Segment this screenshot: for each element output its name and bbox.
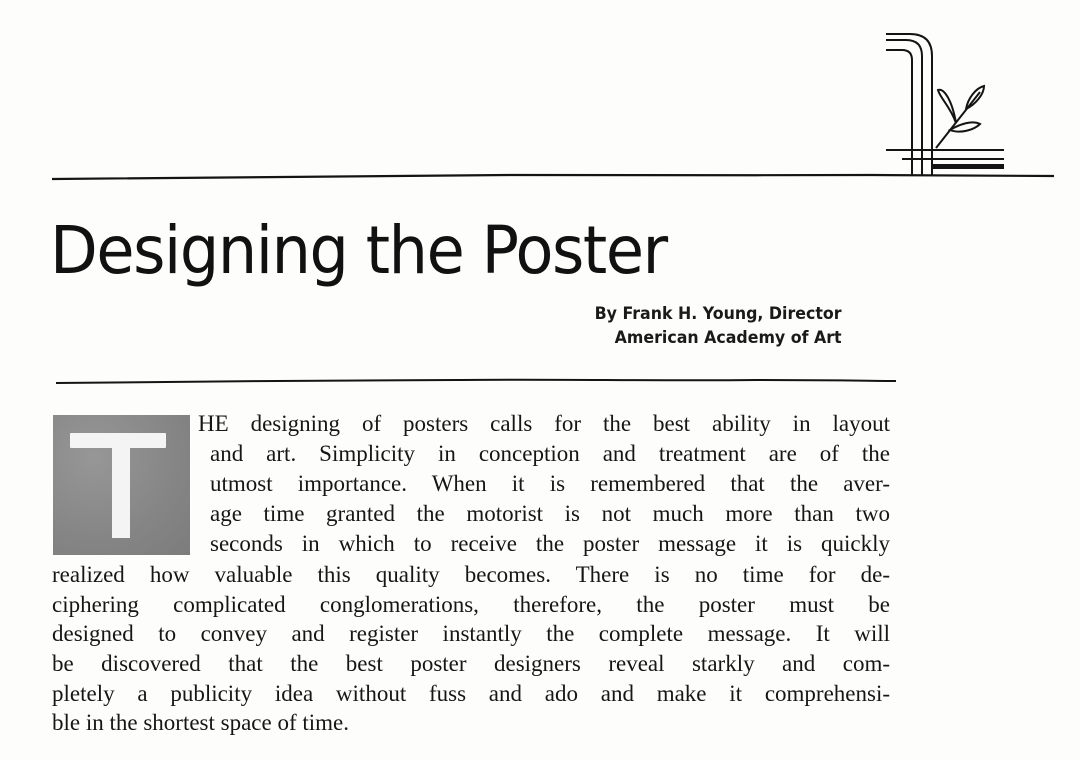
byline-affiliation: American Academy of Art [615, 328, 842, 348]
title-rule [56, 376, 896, 386]
article-title: Designing the Poster [50, 212, 667, 289]
body-line: pletely a publicity idea without fuss and ado and make it comprehensi- [52, 681, 890, 706]
header-ornament-icon [880, 28, 1010, 180]
byline [595, 302, 842, 350]
body-line: age time granted the motorist is not much more than two [210, 501, 890, 526]
body-line: designed to convey and register instantly the complete message. It will [52, 621, 890, 646]
body-line: seconds in which to receive the poster message it is quickly [210, 531, 890, 556]
body-line: HE designing of posters calls for the best ability in layout [198, 411, 890, 436]
body-line: be discovered that the best poster designers reveal starkly and com- [52, 651, 890, 676]
drop-cap-letter-stem [112, 445, 130, 538]
drop-cap [53, 415, 190, 555]
top-rule [52, 172, 1054, 182]
body-line: utmost importance. When it is remembered that the aver- [210, 471, 890, 496]
body-line: ble in the shortest space of time. [52, 710, 350, 735]
byline-author: By Frank H. Young, Director [595, 304, 842, 324]
body-line: realized how valuable this quality becomes. There is no time for de- [52, 562, 890, 587]
body-line: and art. Simplicity in conception and treatment are of the [210, 441, 890, 466]
body-line: ciphering complicated conglomerations, therefore, the poster must be [52, 592, 890, 617]
